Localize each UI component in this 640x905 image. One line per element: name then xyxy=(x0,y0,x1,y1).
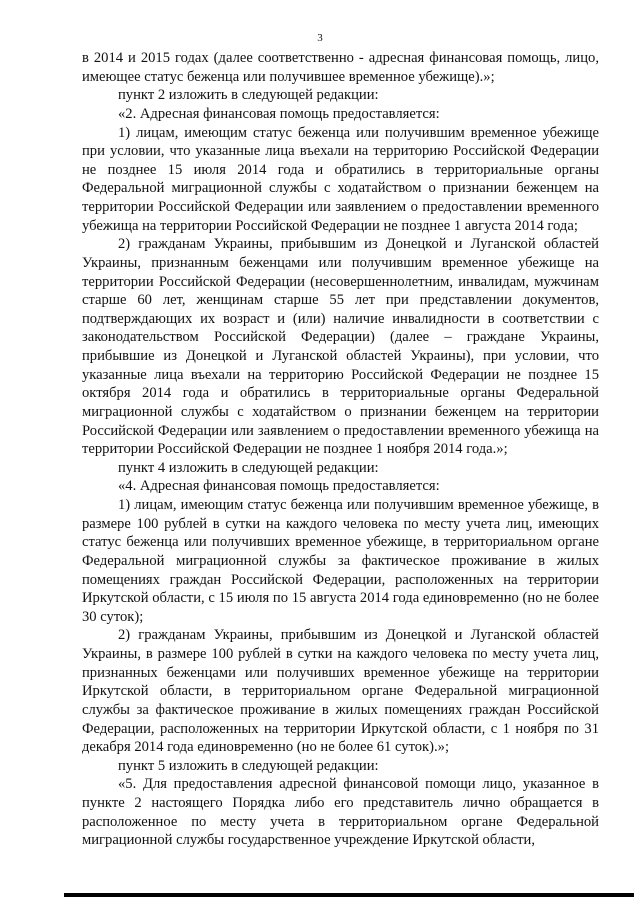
paragraph: 1) лицам, имеющим статус беженца или получившим временное убежище, в размере 100 рублей в сутки на каждого человека по месту учета лиц, имеющих статус беженца или получивших временное убежище, в территориальном органе Федеральной миграционной службы за фактическое проживание в жилых помещениях граждан Российской Федерации, расположенных на территории Иркутской области, с 15 июля по 15 августа 2014 года единовременно (но не более 30 суток); xyxy=(82,497,599,625)
paragraph: в 2014 и 2015 годах (далее соответственно - адресная финансовая помощь, лицо, имеющее статус беженца или получившее временное убежище).»; xyxy=(82,50,599,85)
paragraph: 1) лицам, имеющим статус беженца или получившим временное убежище при условии, что указанные лица въехали на территорию Российской Федерации не позднее 15 июля 2014 года и обратились в территориальные органы Федеральной миграционной службы с ходатайством о признании беженцем на территории Российской Федерации или заявлением о предоставлении временного убежища на территории Российской Федерации не позднее 1 августа 2014 года; xyxy=(82,124,599,234)
scan-edge-line xyxy=(64,893,634,897)
paragraph: пункт 5 изложить в следующей редакции: xyxy=(118,757,379,774)
paragraph: «4. Адресная финансовая помощь предоставляется: xyxy=(118,478,440,495)
paragraph: 2) гражданам Украины, прибывшим из Донецкой и Луганской областей Украины, в размере 100 рублей в сутки на каждого человека по месту учета лиц, признанных беженцами или получивших временное убежище на территории Иркутской области, в территориальном органе Федеральной миграционной службы за фактическое проживание в жилых помещениях граждан Российской Федерации, расположенных на территории Иркутской области, с 1 ноября по 31 декабря 2014 года единовременно (но не более 61 суток).»; xyxy=(82,627,599,756)
paragraph: пункт 4 изложить в следующей редакции: xyxy=(118,459,379,476)
page-number: 3 xyxy=(317,32,323,44)
paragraph: «5. Для предоставления адресной финансовой помощи лицо, указанное в пункте 2 настоящего Порядка либо его представитель лично обращается в расположенное по месту учета в территориальном органе Федеральной миграционной службы государственное учреждение Иркутской области, xyxy=(82,776,599,849)
paragraph: «2. Адресная финансовая помощь предоставляется: xyxy=(118,105,440,122)
paragraph: 2) гражданам Украины, прибывшим из Донецкой и Луганской областей Украины, признанным беженцами или получившим временное убежище на территории Российской Федерации (несовершеннолетним, инвалидам, мужчинам старше 60 лет, женщинам старше 55 лет при представлении документов, подтверждающих их возраст и (или) наличие инвалидности в соответствии с законодательством Российской Федерации) (далее – граждане Украины, прибывшие из Донецкой и Луганской областей Украины), при условии, что указанные лица въехали на территорию Российской Федерации не позднее 15 октября 2014 года и обратились в территориальные органы Федеральной миграционной службы с ходатайством о признании беженцем на территории Российской Федерации или заявлением о предоставлении временного убежища на территории Российской Федерации не позднее 1 ноября 2014 года.»; xyxy=(82,236,599,458)
document-body xyxy=(82,49,599,850)
paragraph: пункт 2 изложить в следующей редакции: xyxy=(118,87,379,104)
